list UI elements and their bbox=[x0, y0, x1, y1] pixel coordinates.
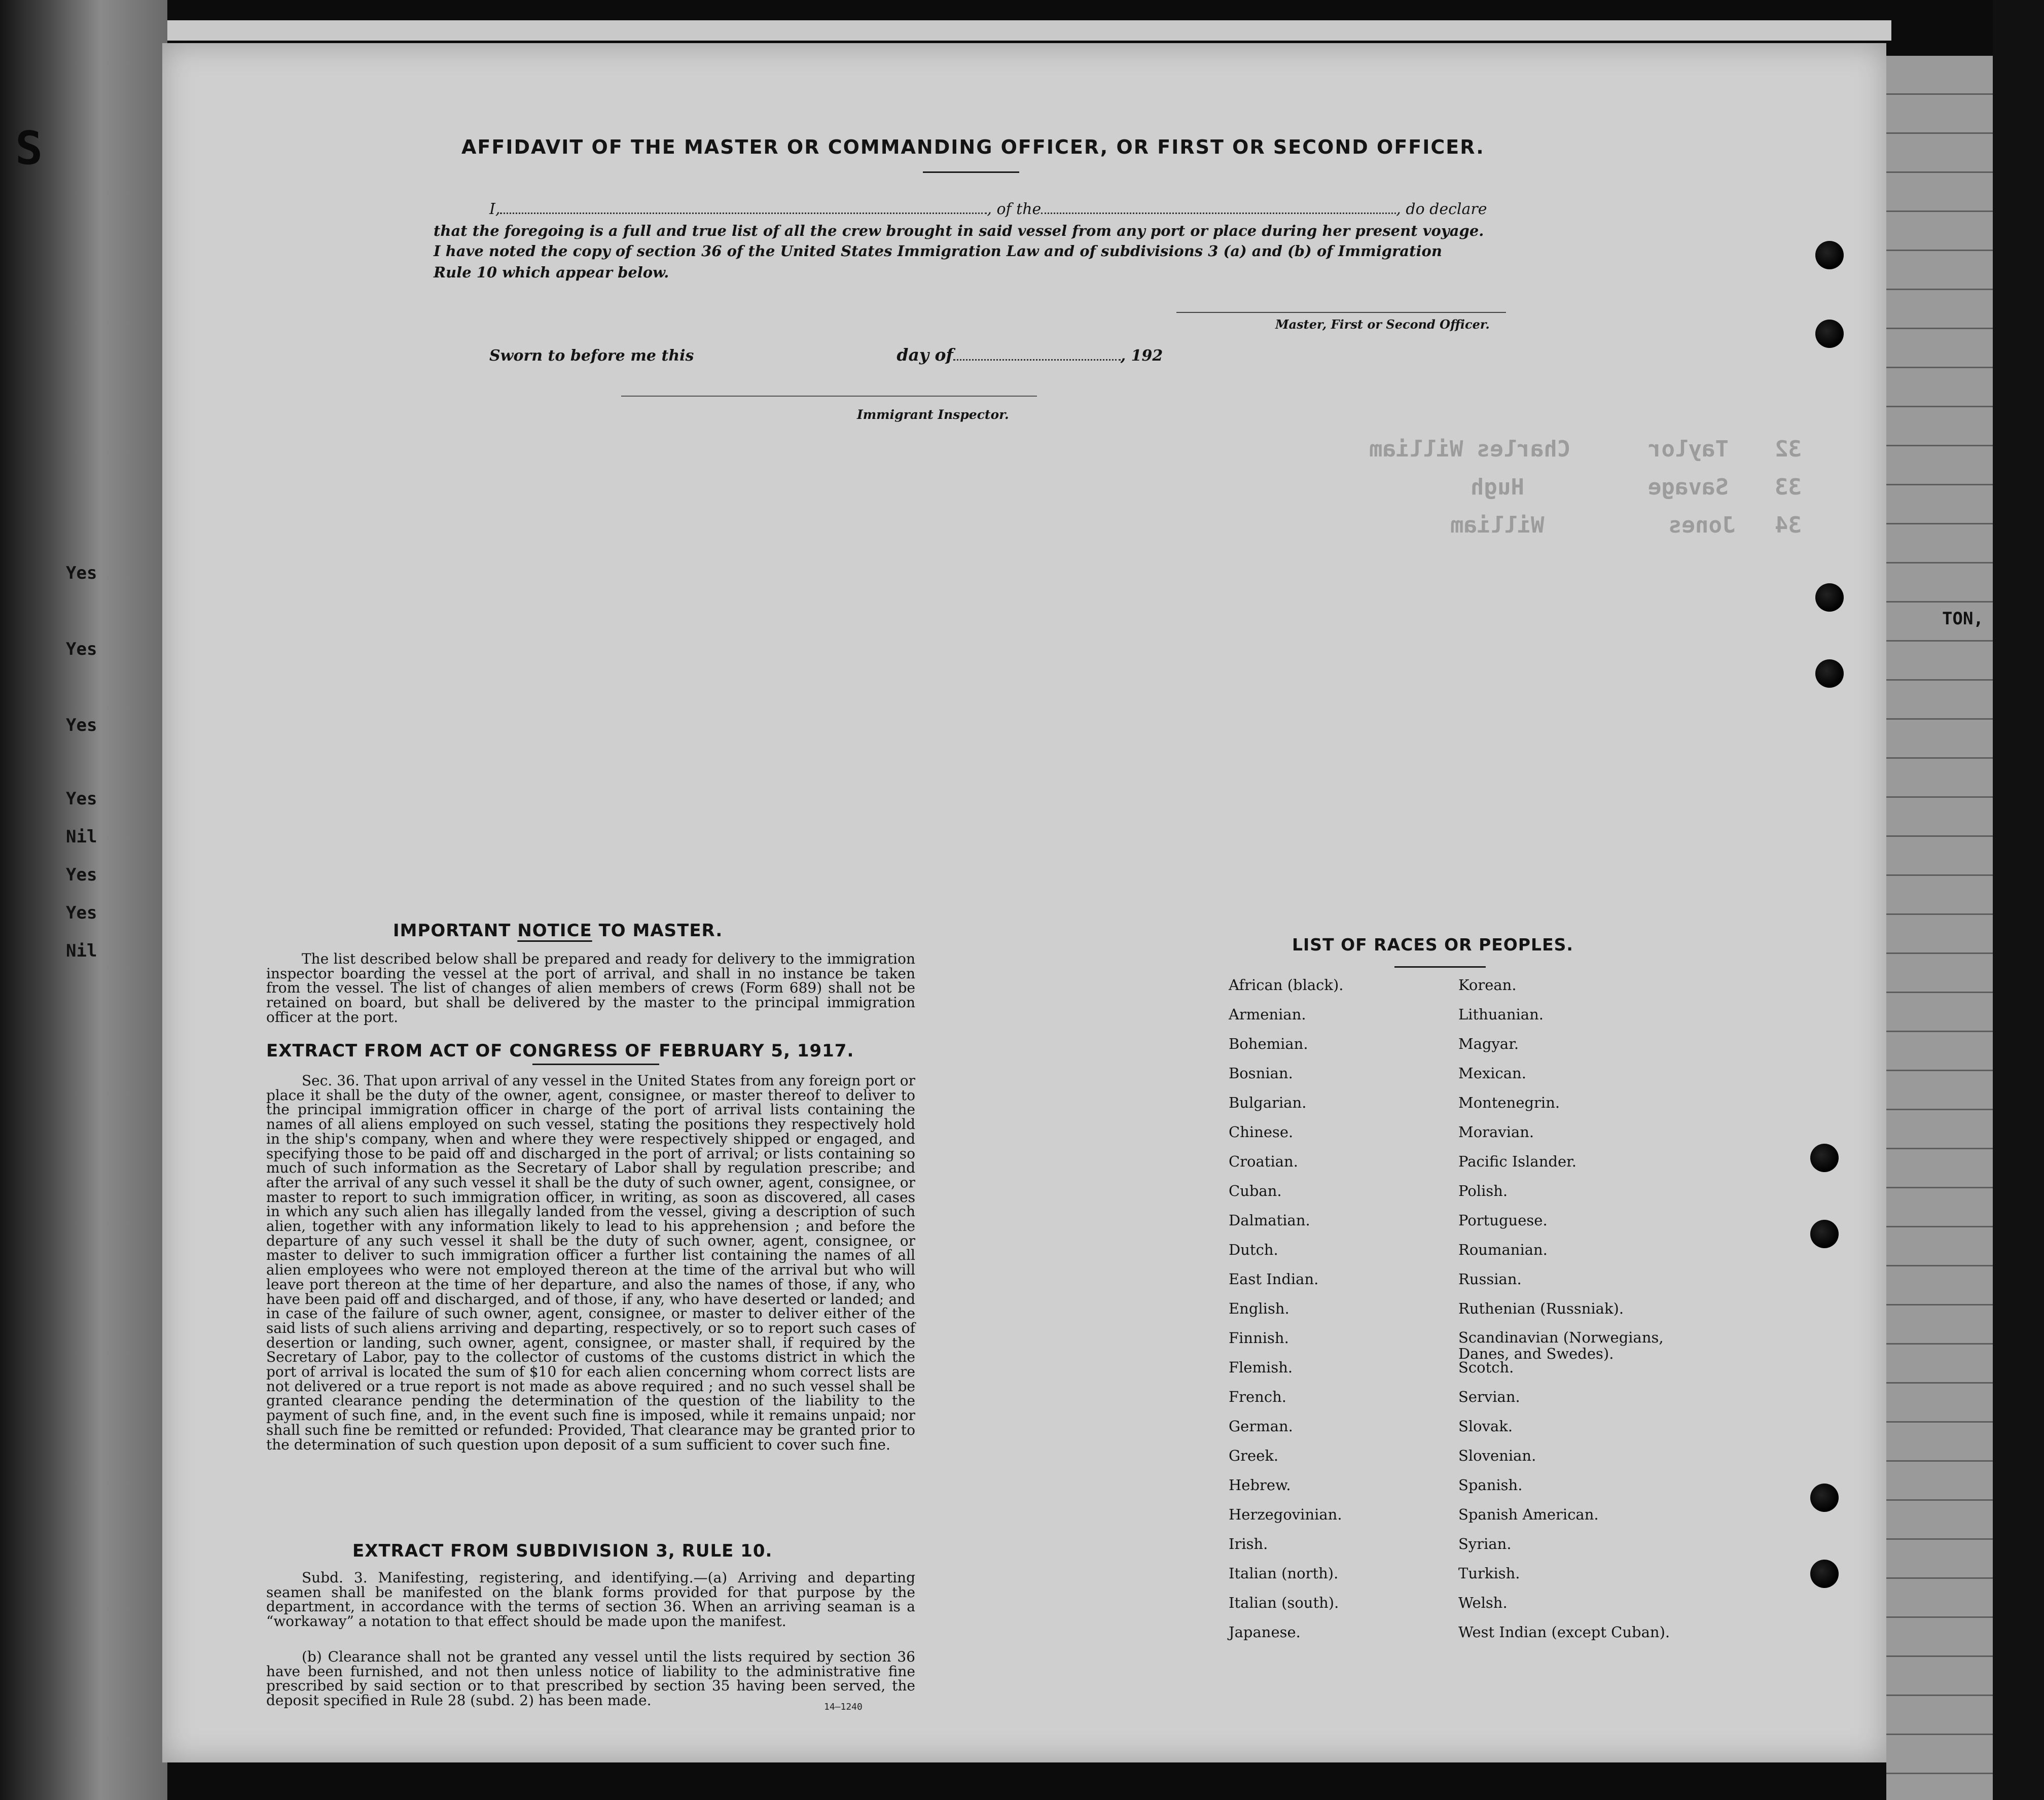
race-item: Spanish. bbox=[1458, 1476, 1523, 1494]
binder-hole bbox=[1815, 659, 1844, 688]
notice-title bbox=[393, 921, 723, 941]
race-item: Irish. bbox=[1229, 1535, 1268, 1552]
bleed-through-surname: Taylor bbox=[1648, 436, 1729, 462]
sworn-day: day of bbox=[897, 345, 953, 365]
race-item: Pacific Islander. bbox=[1458, 1153, 1577, 1170]
sworn-year: , 192 bbox=[1120, 347, 1163, 365]
declaration-text: that the foregoing is a full and true list of all the crew brought in said vessel from any port or place during her present voyage. bbox=[434, 222, 1484, 239]
race-item: Syrian. bbox=[1458, 1535, 1512, 1552]
race-item: Italian (south). bbox=[1229, 1594, 1339, 1611]
race-item: Armenian. bbox=[1229, 1006, 1306, 1023]
binder-hole bbox=[1815, 241, 1844, 269]
bleed-through-surname: Savage bbox=[1648, 474, 1729, 500]
bleed-through-number: 34 bbox=[1775, 512, 1802, 538]
declaration-line bbox=[489, 200, 1487, 218]
left-sheet-fragment: Nil bbox=[66, 827, 97, 847]
notice-title-a: IMPORTANT bbox=[393, 921, 511, 941]
race-item: Scotch. bbox=[1458, 1359, 1514, 1376]
stacked-page-edge bbox=[167, 20, 1891, 41]
race-item: Magyar. bbox=[1458, 1035, 1519, 1052]
scanner-edge bbox=[1993, 0, 2044, 1800]
name-blank bbox=[500, 213, 987, 214]
left-sheet-fragment: S bbox=[15, 122, 43, 175]
declaration-text: Rule 10 which appear below. bbox=[434, 264, 669, 281]
inspector-signature-label: Immigrant Inspector. bbox=[857, 407, 1009, 422]
bleed-through-surname: Jones bbox=[1668, 512, 1736, 538]
race-item: African (black). bbox=[1229, 976, 1344, 994]
race-item: Cuban. bbox=[1229, 1182, 1282, 1199]
rule-para-b: (b) Clearance shall not be granted any vessel until the lists required by section 36 have been furnished, and not then unless notice of liability to the administrative fine prescribed by said section or to that prescribed by section 35 having been served, the deposit specified in Rule 28 (subd. 2) has been made. bbox=[266, 1648, 915, 1709]
race-item: Polish. bbox=[1458, 1182, 1508, 1199]
binder-hole bbox=[1810, 1484, 1839, 1512]
race-item: Roumanian. bbox=[1458, 1241, 1548, 1258]
race-item: Slovenian. bbox=[1458, 1447, 1536, 1464]
races-title-underline bbox=[1394, 966, 1486, 968]
bleed-through-number: 33 bbox=[1775, 474, 1802, 500]
left-sheet-fragment: Yes bbox=[66, 715, 97, 735]
notice-title-b: NOTICE bbox=[517, 921, 592, 941]
race-item: Servian. bbox=[1458, 1388, 1520, 1405]
left-sheet-fragment: Yes bbox=[66, 563, 97, 583]
left-sheet-fragment: Yes bbox=[66, 789, 97, 809]
sworn-text: Sworn to before me this bbox=[489, 347, 694, 365]
race-item: Montenegrin. bbox=[1458, 1094, 1560, 1111]
race-item: Greek. bbox=[1229, 1447, 1279, 1464]
race-item: Spanish American. bbox=[1458, 1506, 1599, 1523]
race-item: Finnish. bbox=[1229, 1329, 1289, 1347]
declaration-text: I have noted the copy of section 36 of the United States Immigration Law and of subdivisions 3 (a) and (b) of Immigration bbox=[434, 242, 1442, 260]
race-item: Chinese. bbox=[1229, 1123, 1294, 1141]
left-sheet-fragment: Yes bbox=[66, 639, 97, 659]
notice-title-c: TO MASTER. bbox=[598, 921, 723, 941]
race-item: Bosnian. bbox=[1229, 1065, 1293, 1082]
race-item: Turkish. bbox=[1458, 1565, 1520, 1582]
race-item: Dutch. bbox=[1229, 1241, 1278, 1258]
bleed-through-given: William bbox=[1450, 512, 1545, 538]
race-item: Bulgarian. bbox=[1229, 1094, 1307, 1111]
race-item: Hebrew. bbox=[1229, 1476, 1291, 1494]
right-sheet-fragment: TON, D bbox=[1942, 609, 2004, 629]
race-item: Slovak. bbox=[1458, 1418, 1513, 1435]
bleed-through-given: Charles William bbox=[1369, 436, 1571, 462]
binder-hole bbox=[1815, 320, 1844, 348]
race-item: West Indian (except Cuban). bbox=[1458, 1623, 1670, 1641]
left-sheet-fragment: Yes bbox=[66, 865, 97, 885]
binder-hole bbox=[1810, 1560, 1839, 1588]
race-item: Scandinavian (Norwegians, Danes, and Swedes). bbox=[1458, 1329, 1664, 1362]
race-item: Moravian. bbox=[1458, 1123, 1534, 1141]
binder-hole bbox=[1810, 1144, 1839, 1172]
race-item: Russian. bbox=[1458, 1270, 1522, 1288]
sworn-line bbox=[489, 345, 1163, 365]
declaration-i: I, bbox=[489, 200, 500, 218]
bleed-through-number: 32 bbox=[1775, 436, 1802, 462]
race-item: Flemish. bbox=[1229, 1359, 1293, 1376]
vessel-blank bbox=[1041, 213, 1396, 214]
race-item: English. bbox=[1229, 1300, 1289, 1317]
race-item: Ruthenian (Russniak). bbox=[1458, 1300, 1624, 1317]
race-item: Mexican. bbox=[1458, 1065, 1526, 1082]
notice-body: The list described below shall be prepared and ready for delivery to the immigration inspector boarding the vessel at the port of arrival, and shall in no instance be taken from the vessel. The list of changes of alien members of crews (Form 689) shall not be retained on board, but shall be delivered by the master to the principal immigration officer at the port. bbox=[266, 950, 915, 1026]
race-item: Lithuanian. bbox=[1458, 1006, 1544, 1023]
underlying-sheet-left bbox=[0, 0, 167, 1800]
race-item: Bohemian. bbox=[1229, 1035, 1308, 1052]
form-number: 14—1240 bbox=[824, 1702, 863, 1712]
bleed-through-given: Hugh bbox=[1471, 474, 1524, 500]
binder-hole bbox=[1810, 1220, 1839, 1248]
race-item: German. bbox=[1229, 1418, 1293, 1435]
race-item: Korean. bbox=[1458, 976, 1517, 994]
left-sheet-fragment: Yes bbox=[66, 903, 97, 923]
left-sheet-fragment: Nil bbox=[66, 941, 97, 961]
affidavit-title: AFFIDAVIT OF THE MASTER OR COMMANDING OFFICER, OR FIRST OR SECOND OFFICER. bbox=[461, 136, 1485, 158]
binder-hole bbox=[1815, 583, 1844, 612]
races-left-column bbox=[1229, 976, 1442, 1653]
inspector-signature-line bbox=[621, 396, 1037, 397]
race-item: Italian (north). bbox=[1229, 1565, 1339, 1582]
race-item: Croatian. bbox=[1229, 1153, 1298, 1170]
rule-para-a: Subd. 3. Manifesting, registering, and identifying.—(a) Arriving and departing seamen shall be manifested on the blank forms provided for that purpose by the department, in accordance with the terms of section 36. When an arriving seaman is a “workaway” a notation to that effect should be made upon the manifest. bbox=[266, 1569, 915, 1630]
race-item: East Indian. bbox=[1229, 1270, 1319, 1288]
race-item: Japanese. bbox=[1229, 1623, 1301, 1641]
rule-title: EXTRACT FROM SUBDIVISION 3, RULE 10. bbox=[352, 1541, 773, 1561]
race-item: Portuguese. bbox=[1458, 1212, 1548, 1229]
act-body: Sec. 36. That upon arrival of any vessel in the United States from any foreign port or place it shall be the duty of the owner, agent, consignee, or master thereof to deliver to the principal immigration officer in charge of the port of arrival lists containing the names of all aliens employed on such vessel, stating the positions they respectively hold in the ship's company, when and where they were respectively shipped or engaged, and specifying those to be paid off and discharged in the port of arrival; or lists containing so much of such information as the Secretary of Labor shall by regulation prescribe; and after the arrival of any such vessel it shall be the duty of such owner, agent, consignee, or master to report to such immigration officer, in writing, as soon as discovered, all cases in which any such alien has illegally landed from the vessel, giving a description of such alien, together with any information likely to lead to his apprehension ; and before the departure of any such vessel it shall be the duty of such owner, agent, consignee, or master to deliver to such immigration officer a further list containing the names of all alien employees who were not employed thereon at the time of the arrival but who will leave port thereon at the time of her departure, and also the names of those, if any, who have been paid off and discharged, and of those, if any, who have deserted or landed; and in case of the failure of such owner, agent, consignee, or master to deliver either of the said lists of such aliens arriving and departing, respectively, or so to report such cases of desertion or landing, such owner, agent, consignee, or master shall, if required by the Secretary of Labor, pay to the collector of customs of the customs district in which the port of arrival is located the sum of $10 for each alien concerning whom correct lists are not delivered or a true report is not made as above required ; and no such vessel shall be granted clearance pending the determination of the question of the liability to the payment of such fine, and, in the event such fine is imposed, while it remains unpaid; nor shall such fine be remitted or refunded: Provided, That clearance may be granted prior to the determination of such question upon deposit of a sum sufficient to cover such fine. bbox=[266, 1072, 915, 1453]
races-right-column bbox=[1458, 976, 1681, 1653]
declaration-do-declare: , do declare bbox=[1396, 200, 1487, 218]
race-item: Welsh. bbox=[1458, 1594, 1508, 1611]
declaration-of-the: , of the bbox=[987, 200, 1042, 218]
act-title: EXTRACT FROM ACT OF CONGRESS OF FEBRUARY 5, 1917. bbox=[266, 1041, 854, 1061]
races-title: LIST OF RACES OR PEOPLES. bbox=[1292, 935, 1573, 955]
master-signature-label: Master, First or Second Officer. bbox=[1275, 317, 1490, 332]
month-blank bbox=[953, 359, 1121, 361]
act-title-underline bbox=[532, 1064, 659, 1065]
race-item: French. bbox=[1229, 1388, 1286, 1405]
race-item: Herzegovinian. bbox=[1229, 1506, 1342, 1523]
master-signature-line bbox=[1176, 312, 1506, 313]
race-item: Dalmatian. bbox=[1229, 1212, 1310, 1229]
title-underline bbox=[923, 171, 1019, 173]
